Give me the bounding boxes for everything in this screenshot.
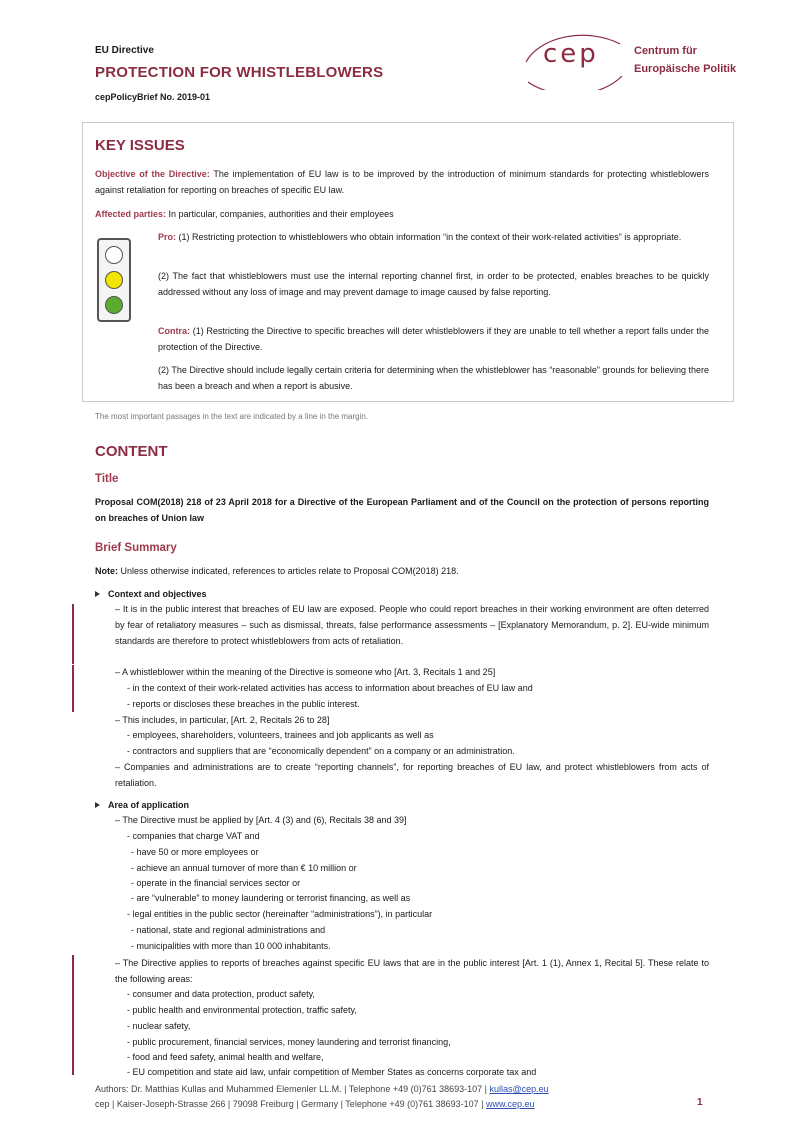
cep-logo: cep (543, 39, 599, 69)
contra-text-1: (1) Restricting the Directive to specific breaches will deter whistleblowers if they are unable to tell whether a report falls under the protection of the Directive. (158, 326, 709, 352)
margin-note: The most important passages in the text are indicated by a line in the margin. (95, 412, 369, 421)
context-paragraph-1: – It is in the public interest that breaches of EU law are exposed. People who could report breaches in their working environment are often deterred by fear of retaliatory measures – such as dismissal, threats, false performance assessments – [Explanatory Memorandum, p. 2]. EU-wide minimum standards are therefore to protect whistleblowers from acts of retaliation. (115, 604, 709, 646)
org-name-line2: Europäische Politik (634, 63, 737, 75)
document-category: EU Directive (95, 45, 154, 56)
area-line-9: - municipalities with more than 10 000 inhabitants. (131, 941, 331, 951)
traffic-light-icon (97, 238, 131, 322)
area-line-10: – The Directive applies to reports of breaches against specific EU laws that are in the public interest [Art. 1 (1), Annex 1, Recital 5]. These relate to the following areas: (115, 958, 709, 984)
section-area-title: Area of application (95, 797, 189, 813)
section-context-title: Context and objectives (95, 586, 207, 602)
proposal-title: Proposal COM(2018) 218 of 23 April 2018 for a Directive of the European Parliament and of the Council on the protection of persons reporting on breaches of Union law (95, 497, 709, 523)
content-heading: CONTENT (95, 443, 168, 460)
area-line-5: - operate in the financial services sector or (131, 878, 301, 888)
document-title: PROTECTION FOR WHISTLEBLOWERS (95, 64, 384, 81)
area-line-4: - achieve an annual turnover of more than € 10 million or (131, 863, 357, 873)
area-line-16: - EU competition and state aid law, unfair competition of Member States as concerns corporate tax and (127, 1067, 537, 1077)
area-line-12: - public health and environmental protection, traffic safety, (127, 1005, 357, 1015)
org-name-line1: Centrum für (634, 45, 697, 57)
pro-label: Pro: (158, 232, 176, 242)
bullet-triangle-icon (95, 802, 100, 808)
website-link[interactable]: www.cep.eu (486, 1099, 535, 1109)
traffic-light-yellow-lamp (105, 271, 123, 289)
note-text: Unless otherwise indicated, references to articles relate to Proposal COM(2018) 218. (120, 566, 459, 576)
margin-line (72, 955, 74, 1075)
footer-authors (95, 1082, 549, 1097)
area-line-14: - public procurement, financial services, money laundering and terrorist financing, (127, 1037, 451, 1047)
area-line-6: - are “vulnerable” to money laundering or terrorist financing, as well as (131, 893, 411, 903)
contra-point-2: (2) The Directive should include legally certain criteria for determining when the whistleblower has “reasonable” grounds for believing there has been a breach and when a report is abusive. (158, 365, 709, 391)
footer-authors-text: Authors: Dr. Matthias Kullas and Muhammed Elemenler LL.M. | Telephone +49 (0)761 38693-107 | (95, 1084, 487, 1094)
pro-text-1: (1) Restricting protection to whistleblowers who obtain information “in the context of their work-related activities” is appropriate. (178, 232, 682, 242)
pro-point-2: (2) The fact that whistleblowers must use the internal reporting channel first, in order to be protected, enables breaches to be quickly addressed without any loss of image and may prevent damage to image caused by false reporting. (158, 271, 709, 297)
key-issues-heading: KEY ISSUES (95, 137, 185, 154)
affected-parties-paragraph (95, 206, 709, 222)
title-subheading: Title (95, 473, 119, 485)
area-line-1: – The Directive must be applied by [Art. 4 (3) and (6), Recitals 38 and 39] (115, 815, 407, 825)
pro-point-1 (158, 229, 709, 245)
contra-point-1 (158, 323, 709, 355)
area-line-11: - consumer and data protection, product safety, (127, 989, 315, 999)
footer-address (95, 1097, 535, 1112)
contra-label: Contra: (158, 326, 190, 336)
margin-line (72, 665, 74, 712)
context-paragraph-3: – This includes, in particular, [Art. 2, Recitals 26 to 28] (115, 715, 330, 725)
area-line-7: - legal entities in the public sector (hereinafter “administrations”), in particular (127, 909, 433, 919)
objective-text: The implementation of EU law is to be improved by the introduction of minimum standards for protecting whistleblowers against retaliation for reporting on breaches of specific EU law. (95, 169, 710, 195)
page-number: 1 (697, 1097, 703, 1108)
affected-text: In particular, companies, authorities and their employees (168, 209, 394, 219)
key-issues-box (82, 122, 734, 402)
footer-address-text: cep | Kaiser-Joseph-Strasse 266 | 79098 Freiburg | Germany | Telephone +49 (0)761 38693-107 | (95, 1099, 484, 1109)
area-line-15: - food and feed safety, animal health and welfare, (127, 1052, 324, 1062)
summary-note (95, 563, 709, 579)
context-item-3a: - employees, shareholders, volunteers, trainees and job applicants as well as (127, 730, 434, 740)
objective-paragraph (95, 166, 709, 198)
area-line-13: - nuclear safety, (127, 1021, 191, 1031)
brief-number: cepPolicyBrief No. 2019-01 (95, 92, 211, 102)
margin-line (72, 604, 74, 664)
traffic-light-white-lamp (105, 246, 123, 264)
traffic-light-green-lamp (105, 296, 123, 314)
context-item-2b: - reports or discloses these breaches in the public interest. (127, 699, 360, 709)
objective-label: Objective of the Directive: (95, 169, 210, 179)
area-line-2: - companies that charge VAT and (127, 831, 260, 841)
brief-summary-subheading: Brief Summary (95, 542, 177, 554)
bullet-triangle-icon (95, 591, 100, 597)
area-line-3: - have 50 or more employees or (131, 847, 259, 857)
context-paragraph-4: – Companies and administrations are to create “reporting channels”, for reporting breaches of EU law, and protect whistleblowers from acts of retaliation. (115, 762, 709, 788)
context-paragraph-2: – A whistleblower within the meaning of the Directive is someone who [Art. 3, Recitals 1 and 25] (115, 667, 496, 677)
context-item-2a: - in the context of their work-related activities has access to information about breaches of EU law and (127, 683, 533, 693)
context-item-3b: - contractors and suppliers that are “economically dependent” on a company or an administration. (127, 746, 515, 756)
note-label: Note: (95, 566, 118, 576)
area-line-8: - national, state and regional administrations and (131, 925, 326, 935)
affected-label: Affected parties: (95, 209, 167, 219)
author-email-link[interactable]: kullas@cep.eu (489, 1084, 549, 1094)
